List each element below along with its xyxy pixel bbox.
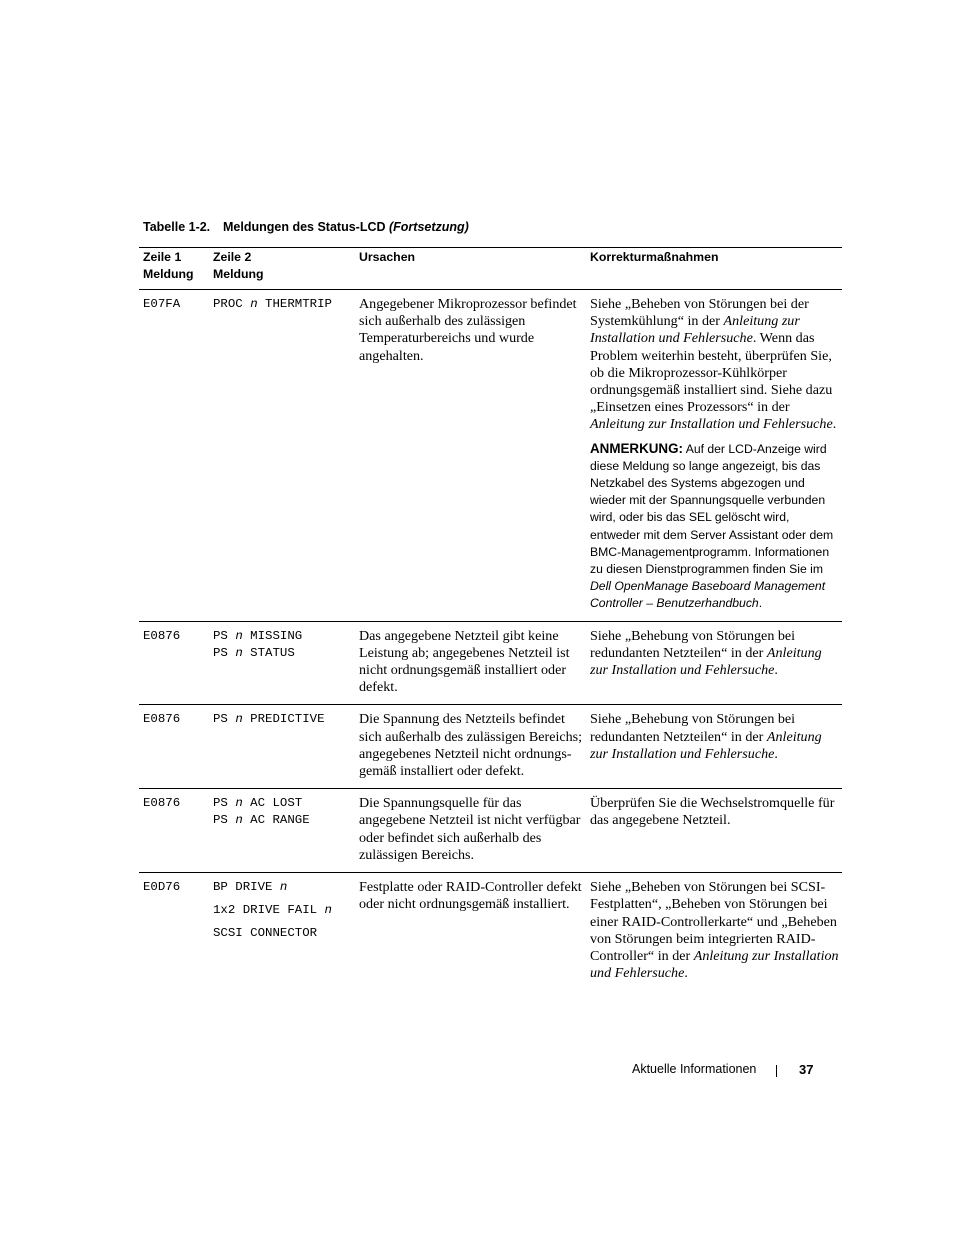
line2-cell: PS n MISSING PS n STATUS [213, 628, 303, 660]
status-lcd-table [139, 247, 842, 990]
table-row [139, 789, 842, 873]
table-continued: (Fortsetzung) [389, 220, 469, 234]
line2-cell: PS n PREDICTIVE [213, 712, 325, 727]
cause-cell: Das angegebene Netzteil gibt keine Leistung ab; angegebenes Netzteil ist nicht ordnungsgemäß installiert oder defekt. [359, 627, 570, 696]
table-row [139, 621, 842, 705]
header-line2-message: Zeile 2 Meldung [213, 250, 264, 281]
code-cell: E0876 [143, 712, 181, 727]
fix-cell: Siehe „Beheben von Störungen bei SCSI-Festplatten“, „Beheben von Störungen bei einer RAID-Controllerkarte“ und „Beheben von Störungen beim integrierten RAID-Controller“ in der Anleitung zur Installation und Fehlersuche. [590, 879, 839, 982]
fix-cell: Überprüfen Sie die Wechselstromquelle für das angegebene Netzteil. [590, 795, 835, 829]
cause-cell: Die Spannung des Netzteils befindet sich außerhalb des zulässigen Bereichs; angegebenes Netzteil nicht ordnungs-gemäß installiert oder defekt. [359, 711, 583, 780]
code-cell: E0876 [143, 628, 181, 643]
table-row [139, 705, 842, 789]
footer-divider [776, 1065, 777, 1077]
cause-cell: Die Spannungsquelle für das angegebene Netzteil ist nicht verfügbar oder befindet sich außerhalb des zulässigen Bereichs. [359, 795, 581, 863]
footer-section-title: Aktuelle Informationen [632, 1062, 757, 1076]
note-text: ANMERKUNG: Auf der LCD-Anzeige wird diese Meldung so lange angezeigt, bis das Netzkabel des Systems abgezogen und wieder mit der Spannungsquelle verbunden wird, oder bis das SEL gelöscht wird, entweder mit dem Server Assistant oder dem BMC-Managementprogramm. Informationen zu diesen Dienstprogrammen finden Sie im Dell OpenManage Baseboard Management Controller – Benutzerhandbuch. [590, 440, 834, 611]
fix-cell: Siehe „Behebung von Störungen bei redundanten Netzteilen“ in der Anleitung zur Installation und Fehlersuche. [590, 711, 822, 762]
code-cell: E0876 [143, 796, 181, 811]
code-cell: E07FA [143, 297, 181, 311]
line2-cell: BP DRIVE n 1x2 DRIVE FAIL n SCSI CONNECTOR [213, 880, 332, 941]
page-number: 37 [799, 1062, 814, 1077]
table-caption [143, 220, 469, 234]
header-corrective-actions: Korrekturmaßnahmen [590, 250, 719, 264]
table-number: Tabelle 1-2. [143, 220, 211, 234]
table-row [139, 290, 842, 622]
line2-cell: PS n AC LOST PS n AC RANGE [213, 796, 310, 828]
fix-cell [590, 290, 842, 622]
line2-cell [213, 290, 359, 622]
table-row [139, 873, 842, 991]
cause-cell: Festplatte oder RAID-Controller defekt oder nicht ordnungsgemäß installiert. [359, 879, 582, 913]
code-cell: E0D76 [143, 880, 181, 895]
line2-text: PROC n THERMTRIP [213, 297, 332, 311]
note-label: ANMERKUNG: [590, 440, 683, 456]
fix-text: Siehe „Beheben von Störungen bei der Systemkühlung“ in der Anleitung zur Installation und Fehlersuche. Wenn das Problem weiterhin besteht, überprüfen Sie, ob die Mikroprozessor-Kühlkörper ordnungsgemäß installiert sind. Siehe dazu „Einsetzen eines Prozessors“ in der Anleitung zur Installation und Fehlersuche. [590, 296, 837, 433]
fix-cell: Siehe „Behebung von Störungen bei redundanten Netzteilen“ in der Anleitung zur Installation und Fehlersuche. [590, 627, 822, 679]
cause-cell: Angegebener Mikroprozessor befindet sich außerhalb des zulässigen Temperaturbereichs und wurde angehalten. [359, 296, 577, 364]
table-title: Meldungen des Status-LCD [223, 220, 386, 234]
table-header-row [139, 248, 842, 290]
header-line1-message: Zeile 1 Meldung [143, 250, 194, 281]
header-causes: Ursachen [359, 250, 416, 264]
